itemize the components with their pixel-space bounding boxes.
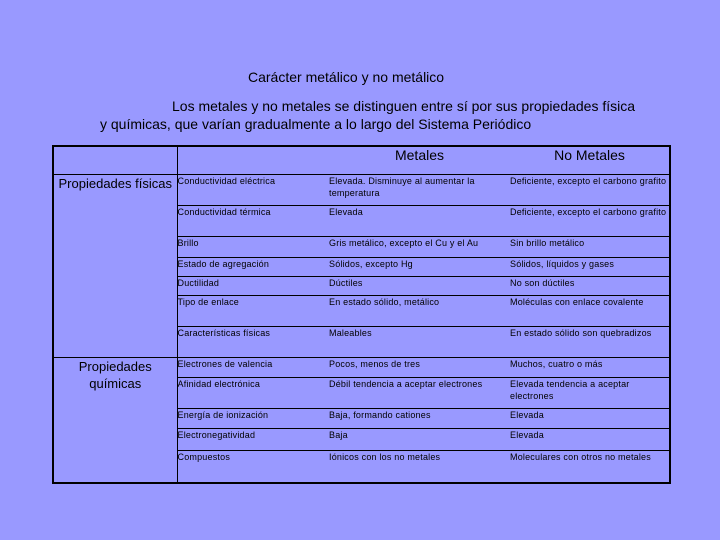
property-cell: Características físicas [177,327,329,358]
metales-cell: En estado sólido, metálico [329,296,510,327]
no-metales-cell: Deficiente, excepto el carbono grafito [510,176,667,186]
no-metales-cell: Sin brillo metálico [510,237,670,258]
metales-cell: Elevada [329,206,510,237]
header-blank-property [177,146,329,175]
table-body [53,175,670,483]
intro-line-2: y químicas, que varían gradualmente a lo largo del Sistema Periódico [100,116,532,132]
intro-line-1: Los metales y no metales se distinguen entre sí por sus propiedades física [172,98,636,114]
property-cell: Energía de ionización [177,409,329,429]
metales-cell: Baja [329,429,510,451]
property-cell: Electrones de valencia [177,358,329,378]
no-metales-cell: Deficiente, excepto el carbono grafito [510,206,670,237]
header-metales: Metales [329,146,510,175]
no-metales-cell: Moleculares con otros no metales [510,451,670,483]
metales-cell: Sólidos, excepto Hg [329,258,510,277]
metales-cell: Maleables [329,327,510,358]
metales-cell: Baja, formando cationes [329,409,510,429]
property-cell: Afinidad electrónica [177,378,329,409]
intro-text [100,97,660,133]
category-label: Propiedades físicas [53,175,177,358]
metales-cell: Iónicos con los no metales [329,451,510,483]
no-metales-cell: No son dúctiles [510,277,670,296]
table-header-row [53,146,670,175]
property-cell: Electronegatividad [177,429,329,451]
no-metales-cell: Sólidos, líquidos y gases [510,258,670,277]
property-cell: Conductividad eléctrica [177,176,276,186]
property-cell: Conductividad térmica [177,206,329,237]
table-row [53,358,670,378]
no-metales-cell: En estado sólido son quebradizos [510,327,670,358]
property-cell: Compuestos [177,451,329,483]
metales-cell: Pocos, menos de tres [329,358,510,378]
category-label: Propiedades químicas [53,358,177,483]
table-row [53,175,670,206]
no-metales-cell: Elevada [510,409,670,429]
metales-cell: Dúctiles [329,277,510,296]
no-metales-cell: Elevada tendencia a aceptar electrones [510,378,670,409]
property-cell: Ductilidad [177,277,329,296]
metales-cell: Gris metálico, excepto el Cu y el Au [329,237,510,258]
property-cell: Tipo de enlace [177,296,329,327]
slide-title: Carácter metálico y no metálico [248,69,445,85]
no-metales-cell: Moléculas con enlace covalente [510,296,670,327]
property-cell: Estado de agregación [177,258,329,277]
no-metales-cell: Muchos, cuatro o más [510,358,670,378]
no-metales-cell: Elevada [510,429,670,451]
metales-cell: Elevada. Disminuye al aumentar la temperatura [329,176,475,198]
properties-table [52,145,671,484]
header-blank-category [53,146,177,175]
property-cell: Brillo [177,237,329,258]
header-no-metales: No Metales [510,146,670,175]
metales-cell: Débil tendencia a aceptar electrones [329,378,510,409]
